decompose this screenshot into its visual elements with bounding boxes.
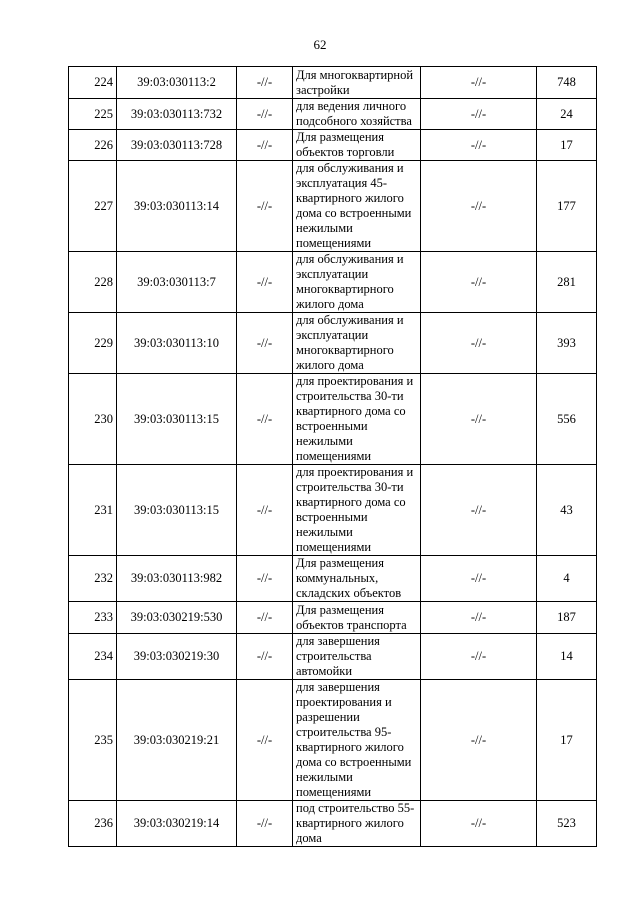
ditto-mark-cell: -//- <box>237 130 293 161</box>
table-row <box>69 99 597 130</box>
cadastral-number-cell: 39:03:030113:15 <box>117 374 237 465</box>
permitted-use-line: помещениями <box>296 540 372 554</box>
permitted-use-line: строительства 30-ти <box>296 480 404 494</box>
area-cell: 177 <box>537 161 597 252</box>
permitted-use-line: Для размещения <box>296 130 384 144</box>
row-number-cell: 236 <box>69 801 117 847</box>
permitted-use-cell <box>293 99 421 130</box>
ditto-mark-cell: -//- <box>421 602 537 634</box>
permitted-use-line: дома <box>296 831 322 845</box>
permitted-use-line: встроенными <box>296 510 368 524</box>
permitted-use-line: дома со встроенными <box>296 755 412 769</box>
ditto-mark-cell: -//- <box>421 67 537 99</box>
permitted-use-cell <box>293 680 421 801</box>
cadastral-number-cell: 39:03:030113:10 <box>117 313 237 374</box>
permitted-use-cell <box>293 801 421 847</box>
area-cell: 523 <box>537 801 597 847</box>
ditto-mark-cell: -//- <box>421 634 537 680</box>
area-cell: 393 <box>537 313 597 374</box>
permitted-use-line: разрешении <box>296 710 360 724</box>
permitted-use-line: коммунальных, <box>296 571 379 585</box>
table-row <box>69 130 597 161</box>
permitted-use-line: помещениями <box>296 449 372 463</box>
permitted-use-line: квартирного жилого <box>296 740 404 754</box>
permitted-use-line: квартирного жилого <box>296 191 404 205</box>
area-cell: 187 <box>537 602 597 634</box>
ditto-mark-cell: -//- <box>237 99 293 130</box>
permitted-use-line: для обслуживания и <box>296 252 404 266</box>
ditto-mark-cell: -//- <box>237 680 293 801</box>
permitted-use-line: квартирного дома со <box>296 495 406 509</box>
permitted-use-line: для завершения <box>296 680 380 694</box>
table-row <box>69 313 597 374</box>
permitted-use-line: помещениями <box>296 236 372 250</box>
permitted-use-line: жилого дома <box>296 358 364 372</box>
row-number-cell: 233 <box>69 602 117 634</box>
permitted-use-line: помещениями <box>296 785 372 799</box>
row-number-cell: 229 <box>69 313 117 374</box>
cadastral-number-cell: 39:03:030113:982 <box>117 556 237 602</box>
row-number-cell: 231 <box>69 465 117 556</box>
area-cell: 17 <box>537 680 597 801</box>
row-number-cell: 230 <box>69 374 117 465</box>
permitted-use-line: квартирного жилого <box>296 816 404 830</box>
area-cell: 4 <box>537 556 597 602</box>
permitted-use-line: для проектирования и <box>296 374 414 388</box>
row-number-cell: 224 <box>69 67 117 99</box>
permitted-use-line: для завершения <box>296 634 380 648</box>
permitted-use-line: жилого дома <box>296 297 364 311</box>
cadastral-number-cell: 39:03:030113:728 <box>117 130 237 161</box>
permitted-use-line: многоквартирного <box>296 282 394 296</box>
ditto-mark-cell: -//- <box>421 99 537 130</box>
permitted-use-line: нежилыми <box>296 434 353 448</box>
permitted-use-cell <box>293 130 421 161</box>
permitted-use-line: для проектирования и <box>296 465 414 479</box>
permitted-use-line: строительства 95- <box>296 725 392 739</box>
ditto-mark-cell: -//- <box>421 252 537 313</box>
ditto-mark-cell: -//- <box>237 161 293 252</box>
ditto-mark-cell: -//- <box>237 374 293 465</box>
permitted-use-cell <box>293 313 421 374</box>
permitted-use-line: застройки <box>296 82 350 97</box>
ditto-mark-cell: -//- <box>421 680 537 801</box>
row-number-cell: 235 <box>69 680 117 801</box>
row-number-cell: 227 <box>69 161 117 252</box>
permitted-use-line: многоквартирного <box>296 343 394 357</box>
permitted-use-line: строительства <box>296 649 372 663</box>
permitted-use-line: нежилыми <box>296 770 353 784</box>
permitted-use-line: объектов транспорта <box>296 617 407 632</box>
area-cell: 14 <box>537 634 597 680</box>
table-row <box>69 602 597 634</box>
ditto-mark-cell: -//- <box>237 801 293 847</box>
area-cell: 24 <box>537 99 597 130</box>
cadastral-number-cell: 39:03:030219:530 <box>117 602 237 634</box>
ditto-mark-cell: -//- <box>421 556 537 602</box>
permitted-use-cell <box>293 252 421 313</box>
table-row <box>69 680 597 801</box>
table-row <box>69 556 597 602</box>
cadastral-number-cell: 39:03:030113:14 <box>117 161 237 252</box>
permitted-use-line: объектов торговли <box>296 145 395 159</box>
permitted-use-line: эксплуатации <box>296 267 369 281</box>
ditto-mark-cell: -//- <box>237 252 293 313</box>
row-number-cell: 225 <box>69 99 117 130</box>
cadastral-number-cell: 39:03:030219:30 <box>117 634 237 680</box>
area-cell: 556 <box>537 374 597 465</box>
permitted-use-line: проектирования и <box>296 695 392 709</box>
table-row <box>69 161 597 252</box>
cadastral-number-cell: 39:03:030219:21 <box>117 680 237 801</box>
permitted-use-cell <box>293 465 421 556</box>
permitted-use-cell <box>293 556 421 602</box>
ditto-mark-cell: -//- <box>237 465 293 556</box>
ditto-mark-cell: -//- <box>421 801 537 847</box>
permitted-use-cell <box>293 374 421 465</box>
permitted-use-line: для ведения личного <box>296 99 407 113</box>
cadastral-number-cell: 39:03:030113:732 <box>117 99 237 130</box>
table-row <box>69 634 597 680</box>
table-row <box>69 67 597 99</box>
area-cell: 17 <box>537 130 597 161</box>
ditto-mark-cell: -//- <box>421 313 537 374</box>
area-cell: 281 <box>537 252 597 313</box>
permitted-use-line: для обслуживания и <box>296 161 404 175</box>
row-number-cell: 232 <box>69 556 117 602</box>
permitted-use-line: нежилыми <box>296 221 353 235</box>
permitted-use-line: строительства 30-ти <box>296 389 404 403</box>
permitted-use-line: для обслуживания и <box>296 313 404 327</box>
permitted-use-cell <box>293 67 421 99</box>
table-row <box>69 374 597 465</box>
permitted-use-line: встроенными <box>296 419 368 433</box>
page-number: 62 <box>313 37 327 52</box>
permitted-use-line: подсобного хозяйства <box>296 114 412 128</box>
table-row <box>69 252 597 313</box>
permitted-use-line: Для размещения <box>296 556 384 570</box>
ditto-mark-cell: -//- <box>421 465 537 556</box>
permitted-use-line: эксплуатации <box>296 328 369 342</box>
cadastral-number-cell: 39:03:030219:14 <box>117 801 237 847</box>
permitted-use-line: автомойки <box>296 664 353 678</box>
cadastral-number-cell: 39:03:030113:7 <box>117 252 237 313</box>
permitted-use-line: дома со встроенными <box>296 206 412 220</box>
table-row <box>69 801 597 847</box>
permitted-use-cell <box>293 161 421 252</box>
permitted-use-line: складских объектов <box>296 586 402 600</box>
cadastral-number-cell: 39:03:030113:2 <box>117 67 237 99</box>
ditto-mark-cell: -//- <box>237 313 293 374</box>
area-cell: 43 <box>537 465 597 556</box>
permitted-use-line: квартирного дома со <box>296 404 406 418</box>
ditto-mark-cell: -//- <box>237 556 293 602</box>
ditto-mark-cell: -//- <box>237 67 293 99</box>
row-number-cell: 234 <box>69 634 117 680</box>
ditto-mark-cell: -//- <box>237 602 293 634</box>
permitted-use-line: нежилыми <box>296 525 353 539</box>
ditto-mark-cell: -//- <box>421 161 537 252</box>
permitted-use-cell <box>293 634 421 680</box>
permitted-use-cell <box>293 602 421 634</box>
permitted-use-line: Для многоквартирной <box>296 67 414 82</box>
cadastral-number-cell: 39:03:030113:15 <box>117 465 237 556</box>
area-cell: 748 <box>537 67 597 99</box>
row-number-cell: 226 <box>69 130 117 161</box>
row-number-cell: 228 <box>69 252 117 313</box>
ditto-mark-cell: -//- <box>237 634 293 680</box>
permitted-use-line: эксплуатация 45- <box>296 176 387 190</box>
permitted-use-line: под строительство 55- <box>296 801 415 815</box>
table-row <box>69 465 597 556</box>
ditto-mark-cell: -//- <box>421 130 537 161</box>
land-plot-table <box>68 66 597 847</box>
ditto-mark-cell: -//- <box>421 374 537 465</box>
permitted-use-line: Для размещения <box>296 602 384 617</box>
